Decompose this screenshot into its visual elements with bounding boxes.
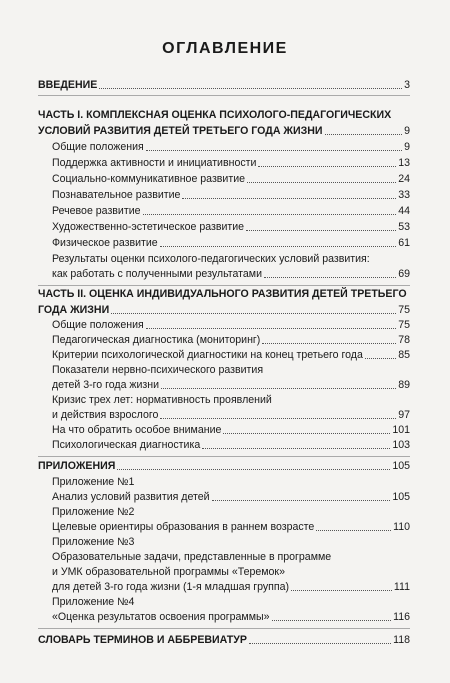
entry-page: 9 (404, 141, 410, 153)
toc-entry[interactable] (52, 268, 410, 281)
entry-label: Социально-коммуникативное развитие (52, 173, 246, 185)
entry-page: 13 (398, 157, 410, 169)
entry-label: Художественно-эстетическое развитие (52, 221, 245, 233)
entry-label-line2: и УМК образовательной программы «Теремок» (52, 566, 285, 578)
leader-dots (146, 328, 396, 329)
entry-label: Речевое развитие (52, 205, 141, 217)
entry-page: 111 (393, 581, 410, 593)
entry-page: 118 (393, 634, 410, 646)
entry-page: 89 (398, 379, 410, 391)
leader-dots (264, 277, 396, 278)
appendix-2-title: Приложение №2 (52, 506, 135, 518)
entry-page: 97 (398, 409, 410, 421)
toc-entry-appendix[interactable] (38, 460, 410, 473)
entry-page: 9 (404, 125, 410, 137)
entry-label: детей 3-го года жизни (52, 379, 160, 391)
entry-label-line1: Показатели нервно-психического развития (52, 364, 264, 376)
appendix-1-title: Приложение №1 (52, 476, 135, 488)
entry-page: 85 (398, 349, 410, 361)
leader-dots (160, 418, 396, 419)
leader-dots (111, 313, 396, 314)
entry-label: ВВЕДЕНИЕ (38, 79, 98, 91)
leader-dots (146, 150, 402, 151)
divider (38, 285, 410, 286)
leader-dots (212, 500, 391, 501)
entry-label: ПРИЛОЖЕНИЯ (38, 460, 116, 472)
entry-page: 24 (398, 173, 410, 185)
entry-label-line1: Образовательные задачи, представленные в программе (52, 551, 332, 563)
toc-entry[interactable] (52, 334, 410, 347)
toc-entry[interactable] (52, 141, 410, 154)
entry-label: Анализ условий развития детей (52, 491, 210, 503)
entry-page: 116 (393, 611, 410, 623)
entry-page: 105 (392, 460, 410, 472)
divider (38, 628, 410, 629)
entry-label: ГОДА ЖИЗНИ (38, 304, 110, 316)
toc-entry[interactable] (52, 521, 410, 534)
toc-entry[interactable] (52, 491, 410, 504)
toc-entry[interactable] (52, 237, 410, 250)
leader-dots (325, 134, 403, 135)
entry-page: 75 (398, 319, 410, 331)
toc-entry[interactable] (52, 157, 410, 170)
entry-label: для детей 3-го года жизни (1-я младшая группа) (52, 581, 290, 593)
toc-entry[interactable] (52, 439, 410, 452)
entry-page: 101 (392, 424, 410, 436)
leader-dots (316, 530, 391, 531)
toc-entry[interactable] (52, 319, 410, 332)
entry-label: СЛОВАРЬ ТЕРМИНОВ И АББРЕВИАТУР (38, 634, 247, 646)
leader-dots (117, 469, 390, 470)
leader-dots (161, 388, 396, 389)
part2-heading-line1: ЧАСТЬ II. ОЦЕНКА ИНДИВИДУАЛЬНОГО РАЗВИТИЯ ДЕТЕЙ ТРЕТЬЕГО (38, 288, 407, 300)
leader-dots (249, 643, 391, 644)
entry-label: Физическое развитие (52, 237, 158, 249)
entry-page: 105 (392, 491, 410, 503)
entry-label: Целевые ориентиры образования в раннем возрасте (52, 521, 315, 533)
leader-dots (262, 343, 396, 344)
divider (38, 456, 410, 457)
entry-label-line1: Кризис трех лет: нормативность проявлений (52, 394, 272, 406)
entry-label: Общие положения (52, 319, 144, 331)
entry-page: 44 (398, 205, 410, 217)
leader-dots (143, 214, 397, 215)
entry-label-line1: Результаты оценки психолого-педагогических условий развития: (52, 253, 370, 265)
appendix-4-title: Приложение №4 (52, 596, 135, 608)
toc-entry[interactable] (52, 205, 410, 218)
entry-label: Психологическая диагностика (52, 439, 201, 451)
toc-entry[interactable] (52, 173, 410, 186)
toc-entry[interactable] (52, 189, 410, 202)
toc-entry-intro[interactable] (38, 79, 410, 92)
part1-heading-line1: ЧАСТЬ I. КОМПЛЕКСНАЯ ОЦЕНКА ПСИХОЛОГО-ПЕДАГОГИЧЕСКИХ (38, 109, 392, 121)
toc-entry[interactable] (52, 349, 410, 362)
leader-dots (258, 166, 396, 167)
entry-page: 75 (398, 304, 410, 316)
entry-label: Общие положения (52, 141, 144, 153)
leader-dots (99, 88, 402, 89)
entry-page: 110 (393, 521, 410, 533)
leader-dots (160, 246, 397, 247)
entry-label: Педагогическая диагностика (мониторинг) (52, 334, 261, 346)
entry-label: Поддержка активности и инициативности (52, 157, 257, 169)
toc-entry-glossary[interactable] (38, 634, 410, 647)
entry-label: как работать с полученными результатами (52, 268, 262, 280)
leader-dots (365, 358, 396, 359)
entry-page: 78 (398, 334, 410, 346)
entry-label: УСЛОВИЙ РАЗВИТИЯ ДЕТЕЙ ТРЕТЬЕГО ГОДА ЖИЗНИ (38, 125, 323, 137)
entry-page: 61 (398, 237, 410, 249)
toc-title: ОГЛАВЛЕНИЕ (162, 40, 288, 57)
entry-page: 69 (398, 268, 410, 280)
leader-dots (202, 448, 390, 449)
leader-dots (223, 433, 390, 434)
toc-entry-part2[interactable] (38, 304, 410, 317)
leader-dots (246, 230, 396, 231)
toc-entry[interactable] (52, 409, 410, 422)
divider (38, 95, 410, 96)
entry-label: Критерии психологической диагностики на конец третьего года (52, 349, 363, 361)
appendix-3-title: Приложение №3 (52, 536, 135, 548)
entry-page: 33 (398, 189, 410, 201)
entry-page: 103 (392, 439, 410, 451)
entry-page: 3 (404, 79, 410, 91)
entry-page: 53 (398, 221, 410, 233)
leader-dots (247, 182, 396, 183)
entry-label: На что обратить особое внимание (52, 424, 222, 436)
entry-label: и действия взрослого (52, 409, 159, 421)
toc-entry[interactable] (52, 581, 410, 594)
leader-dots (182, 198, 396, 199)
toc-entry[interactable] (52, 221, 410, 234)
toc-entry[interactable] (52, 424, 410, 437)
leader-dots (291, 590, 392, 591)
toc-entry-part1[interactable] (38, 125, 410, 138)
entry-label: Познавательное развитие (52, 189, 181, 201)
toc-entry[interactable] (52, 611, 410, 624)
entry-label: «Оценка результатов освоения программы» (52, 611, 270, 623)
toc-entry[interactable] (52, 379, 410, 392)
leader-dots (272, 620, 392, 621)
